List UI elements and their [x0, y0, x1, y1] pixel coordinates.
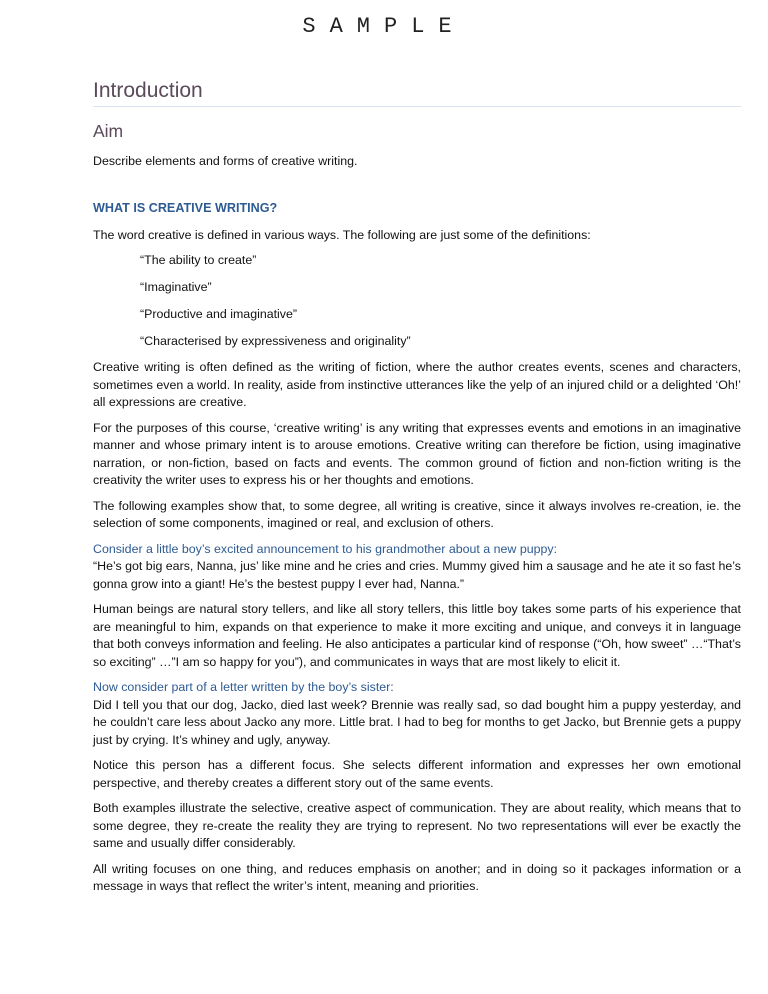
paragraph-examples: The following examples show that, to some degree, all writing is creative, since it always involves re-creation, ie. the selection of some components, imagined or real, and exclusion of others.	[93, 498, 741, 530]
sample-watermark: SAMPLE	[302, 14, 466, 39]
section-title: WHAT IS CREATIVE WRITING?	[93, 200, 278, 215]
example2-label: Now consider part of a letter written by the boy’s sister:	[93, 680, 394, 694]
document-body	[93, 78, 741, 896]
definition-item: “Imaginative”	[140, 280, 212, 294]
paragraph-storytellers: Human beings are natural story tellers, and like all story tellers, this little boy takes some parts of his experience that are meaningful to him, expands on that experience to make it more exciting and unique, and conveys it in language that both conveys information and feeling. He also anticipates a particular kind of response (“Oh, how sweet” …“That’s so exciting” …”I am so happy for you”), and communicates in ways that are most likely to elicit it.	[93, 602, 741, 669]
definition-item: “Productive and imaginative”	[140, 307, 298, 321]
paragraph-both-examples: Both examples illustrate the selective, creative aspect of communication. They are about reality, which means that to some degree, they re-create the reality they are trying to represent. No two representations will ever be exactly the same and usually differ considerably.	[93, 801, 741, 850]
paragraph-all-writing: All writing focuses on one thing, and reduces emphasis on another; and in doing so it packages information or a message in ways that reflect the writer’s intent, meaning and priorities.	[93, 861, 741, 893]
heading-introduction: Introduction	[93, 78, 741, 107]
paragraph-purposes: For the purposes of this course, ‘creative writing’ is any writing that expresses events and emotions in an imaginative manner and whose primary intent is to arouse emotions. Creative writing can therefore be fiction, using imaginative narration, or non-fiction, based on facts and events. The common ground of fiction and non-fiction writing is the creativity the writer uses to express his or her thoughts and emotions.	[93, 420, 741, 487]
heading-aim: Aim	[93, 121, 124, 141]
paragraph-focus: Notice this person has a different focus. She selects different information and expresses her own emotional perspective, and thereby creates a different story out of the same events.	[93, 758, 741, 790]
example1-label: Consider a little boy’s excited announcement to his grandmother about a new puppy:	[93, 541, 558, 556]
aim-text: Describe elements and forms of creative writing.	[93, 154, 358, 168]
example1-quote: “He’s got big ears, Nanna, jus’ like mine and he cries and cries. Mummy gived him a sausage and he ate it so fast he’s gonna grow into a giant! He’s the bestest puppy I ever had, Nanna.”	[93, 559, 741, 591]
example2-letter: Did I tell you that our dog, Jacko, died last week? Brennie was really sad, so dad bought him a puppy yesterday, and he couldn’t care less about Jacko any more. Little brat. I had to beg for months to get Jacko, but Brennie gets a puppy just by crying. It’s whiney and ugly, anyway.	[93, 697, 741, 747]
definition-item: “The ability to create”	[140, 253, 257, 267]
definitions-list	[140, 252, 741, 351]
definition-item: “Characterised by expressiveness and originality”	[140, 334, 411, 348]
intro-paragraph: The word creative is defined in various ways. The following are just some of the definitions:	[93, 227, 591, 242]
paragraph-fiction: Creative writing is often defined as the writing of fiction, where the author creates events, scenes and characters, sometimes even a world. In reality, aside from instinctive utterances like the yelp of an injured child or a delighted ‘Oh!’ all expressions are creative.	[93, 360, 741, 409]
